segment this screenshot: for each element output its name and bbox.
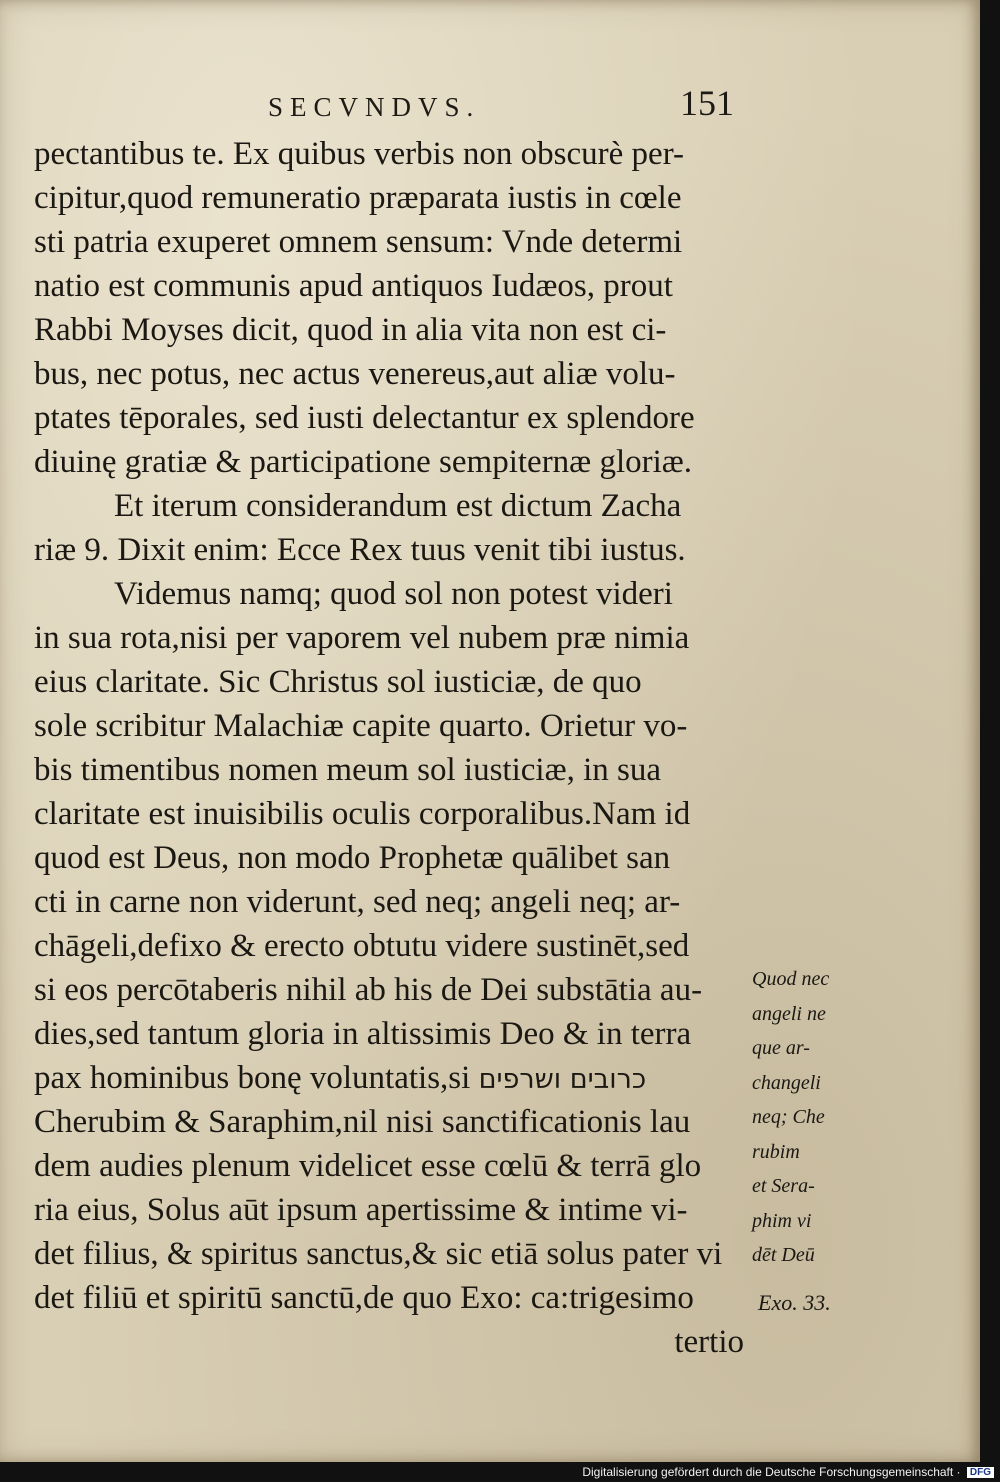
page-number: 151	[680, 83, 734, 123]
catchword: tertio	[674, 1324, 744, 1360]
text-line: pectantibus te. Ex quibus verbis non obscurè per-	[34, 136, 685, 172]
margin-note-line: et Sera-	[752, 1175, 815, 1197]
hebrew-phrase: כרובים ושרפים	[478, 1064, 647, 1095]
text-line: dies,sed tantum gloria in altissimis Deo & in terra	[34, 1016, 692, 1052]
credit-text: Digitalisierung gefördert durch die Deutsche Forschungsgemeinschaft ·	[582, 1465, 961, 1479]
text-line: Videmus namq; quod sol non potest videri	[114, 576, 673, 612]
margin-note	[752, 962, 862, 1273]
margin-note-line: angeli ne	[752, 1002, 826, 1025]
text-line: cti in carne non viderunt, sed neq; angeli neq; ar-	[34, 884, 681, 920]
text-line-segment: pax hominibus bonę voluntatis,si	[34, 1060, 471, 1096]
text-line: claritate est inuisibilis oculis corporalibus.Nam id	[34, 796, 691, 832]
text-line: ria eius, Solus aūt ipsum apertissime & intime vi-	[34, 1192, 688, 1228]
text-line: quod est Deus, non modo Prophetæ quālibet san	[34, 840, 671, 876]
text-line: det filiū et spiritū sanctū,de quo Exo: ca:trigesimo	[34, 1280, 694, 1316]
text-line: chāgeli,defixo & erecto obtutu videre sustinēt,sed	[34, 928, 690, 964]
text-line: eius claritate. Sic Christus sol iusticiæ, de quo	[34, 664, 642, 700]
margin-note-line: dēt Deū	[752, 1244, 815, 1266]
text-line: riæ 9. Dixit enim: Ecce Rex tuus venit tibi iustus.	[34, 532, 686, 568]
dfg-logo: DFG	[967, 1467, 994, 1478]
text-line: in sua rota,nisi per vaporem vel nubem præ nimia	[34, 620, 690, 656]
text-line: det filius, & spiritus sanctus,& sic etiā solus pater vi	[34, 1236, 723, 1272]
text-line: ptates tēporales, sed iusti delectantur ex splendore	[34, 400, 695, 436]
margin-note-line: phim vi	[752, 1209, 812, 1232]
text-line: sti patria exuperet omnem sensum: Vnde determi	[34, 224, 683, 260]
text-line: diuinę gratiæ & participatione sempiternæ gloriæ.	[34, 444, 693, 480]
main-text-block	[34, 132, 750, 1364]
text-line: cipitur,quod remuneratio præparata iustis in cœle	[34, 180, 682, 216]
text-line: dem audies plenum videlicet esse cœlū & terrā glo	[34, 1148, 702, 1184]
margin-note-line: changeli	[752, 1071, 821, 1094]
margin-note-line: neq; Che	[752, 1106, 825, 1128]
running-head: SECVNDVS.	[268, 92, 481, 122]
margin-note-line: Quod nec	[752, 968, 830, 990]
text-line: bus, nec potus, nec actus venereus,aut aliæ volu-	[34, 356, 676, 392]
text-line: natio est communis apud antiquos Iudæos, prout	[34, 268, 673, 304]
text-line: Et iterum considerandum est dictum Zacha	[114, 488, 682, 524]
text-line: Rabbi Moyses dicit, quod in alia vita non est ci-	[34, 312, 667, 348]
digitization-credit	[582, 1465, 994, 1479]
text-line-with-hebrew	[34, 1056, 750, 1100]
margin-note-line: que ar-	[752, 1037, 810, 1059]
text-line: sole scribitur Malachiæ capite quarto. Orietur vo-	[34, 708, 688, 744]
margin-reference: Exo. 33.	[758, 1290, 831, 1315]
text-line: si eos percōtaberis nihil ab his de Dei substātia au-	[34, 972, 703, 1008]
text-line: Cherubim & Saraphim,nil nisi sanctificationis lau	[34, 1104, 691, 1140]
margin-note-line: rubim	[752, 1140, 800, 1163]
text-line: bis timentibus nomen meum sol iusticiæ, in sua	[34, 752, 661, 788]
